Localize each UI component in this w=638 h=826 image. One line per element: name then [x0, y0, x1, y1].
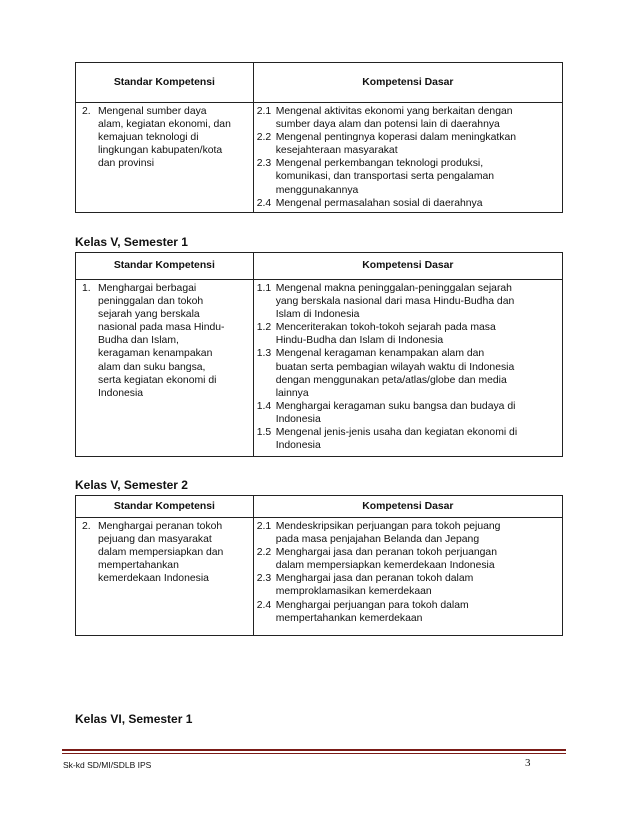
- standar-kompetensi-cell: [76, 280, 254, 457]
- kd-item: [257, 157, 558, 196]
- footer-document-label: Sk-kd SD/MI/SDLB IPS: [63, 760, 152, 770]
- sk-number: 2.: [82, 106, 91, 117]
- header-kompetensi-dasar: Kompetensi Dasar: [253, 253, 562, 280]
- kompetensi-table-2: [75, 252, 563, 457]
- kd-item: [257, 347, 558, 399]
- kd-number: 2.4: [256, 197, 272, 209]
- kd-item: [257, 105, 558, 131]
- footer-rule-thin: [62, 753, 566, 754]
- header-standar-kompetensi: Standar Kompetensi: [76, 496, 254, 518]
- section-title-kelas-vi-semester-1: Kelas VI, Semester 1: [75, 712, 193, 726]
- kompetensi-table-3: [75, 495, 563, 636]
- kd-text: Mengenal aktivitas ekonomi yang berkaitan dengan sumber daya alam dan potensi lain di daerahnya: [275, 106, 513, 131]
- kompetensi-dasar-cell: [253, 103, 562, 213]
- kompetensi-dasar-cell: [253, 280, 562, 457]
- kd-number: 1.2: [256, 322, 272, 334]
- kd-item: [257, 520, 558, 546]
- page-number: 3: [525, 757, 531, 769]
- header-standar-kompetensi: Standar Kompetensi: [76, 253, 254, 280]
- kd-number: 1.4: [256, 400, 272, 412]
- kd-text: Menghargai jasa dan peranan tokoh dalam memproklamasikan kemerdekaan: [275, 573, 474, 598]
- sk-number: 1.: [82, 283, 91, 294]
- kd-item: [257, 197, 558, 210]
- kd-text: Menceriterakan tokoh-tokoh sejarah pada masa Hindu-Budha dan Islam di Indonesia: [275, 322, 496, 347]
- kd-text: Menghargai keragaman suku bangsa dan budaya di Indonesia: [275, 400, 516, 425]
- kd-item: [257, 131, 558, 157]
- header-kompetensi-dasar: Kompetensi Dasar: [253, 63, 562, 103]
- header-kompetensi-dasar: Kompetensi Dasar: [253, 496, 562, 518]
- section-title-kelas-v-semester-1: Kelas V, Semester 1: [75, 235, 188, 249]
- sk-text: Menghargai peranan tokoh pejuang dan masyarakat dalam mempersiapkan dan mempertahankan kemerdekaan Indonesia: [98, 521, 224, 585]
- kd-number: 2.2: [256, 132, 272, 144]
- kd-text: Mengenal perkembangan teknologi produksi, komunikasi, dan transportasi serta pengalaman menggunakannya: [275, 158, 495, 196]
- kd-text: Mengenal keragaman kenampakan alam dan buatan serta pembagian wilayah waktu di Indonesia dengan menggunakan peta/atlas/globe dan media lainnya: [275, 348, 515, 399]
- section-title-kelas-v-semester-2: Kelas V, Semester 2: [75, 478, 188, 492]
- kd-item: [257, 426, 558, 452]
- kd-item: [257, 282, 558, 321]
- kd-number: 2.3: [256, 573, 272, 585]
- footer-rule: [62, 749, 566, 751]
- kd-item: [257, 321, 558, 347]
- kd-text: Mengenal jenis-jenis usaha dan kegiatan ekonomi di Indonesia: [275, 427, 518, 452]
- kd-text: Menghargai perjuangan para tokoh dalam mempertahankan kemerdekaan: [275, 599, 469, 624]
- kompetensi-dasar-cell: [253, 518, 562, 636]
- standar-kompetensi-cell: [76, 103, 254, 213]
- kd-text: Mengenal pentingnya koperasi dalam meningkatkan kesejahteraan masyarakat: [275, 132, 517, 157]
- kd-number: 2.1: [256, 106, 272, 117]
- kd-item: [257, 572, 558, 598]
- kd-number: 1.1: [256, 283, 272, 294]
- kd-item: [257, 400, 558, 426]
- sk-number: 2.: [82, 521, 91, 532]
- kompetensi-table-1: [75, 62, 563, 213]
- kd-number: 2.4: [256, 599, 272, 611]
- kd-item: [257, 599, 558, 625]
- kd-number: 1.5: [256, 427, 272, 439]
- kd-text: Mendeskripsikan perjuangan para tokoh pejuang pada masa penjajahan Belanda dan Jepang: [275, 521, 501, 546]
- sk-text: Menghargai berbagai peninggalan dan tokoh sejarah yang berskala nasional pada masa Hindu- Budha dan Islam, keragaman kenampakan alam dan suku bangsa, serta kegiatan ekonomi di Indonesia: [98, 283, 225, 399]
- kd-number: 1.3: [256, 348, 272, 360]
- kd-number: 2.1: [256, 521, 272, 532]
- kd-text: Menghargai jasa dan peranan tokoh perjuangan dalam mempersiapkan kemerdekaan Indonesia: [275, 547, 497, 572]
- kd-item: [257, 546, 558, 572]
- sk-text: Mengenal sumber daya alam, kegiatan ekonomi, dan kemajuan teknologi di lingkungan kabupaten/kota dan provinsi: [98, 106, 231, 170]
- kd-text: Mengenal permasalahan sosial di daerahnya: [275, 197, 483, 209]
- kd-number: 2.2: [256, 547, 272, 559]
- kd-number: 2.3: [256, 158, 272, 170]
- kd-text: Mengenal makna peninggalan-peninggalan sejarah yang berskala nasional dari masa Hindu-Budha dan Islam di Indonesia: [275, 283, 515, 321]
- header-standar-kompetensi: Standar Kompetensi: [76, 63, 254, 103]
- standar-kompetensi-cell: [76, 518, 254, 636]
